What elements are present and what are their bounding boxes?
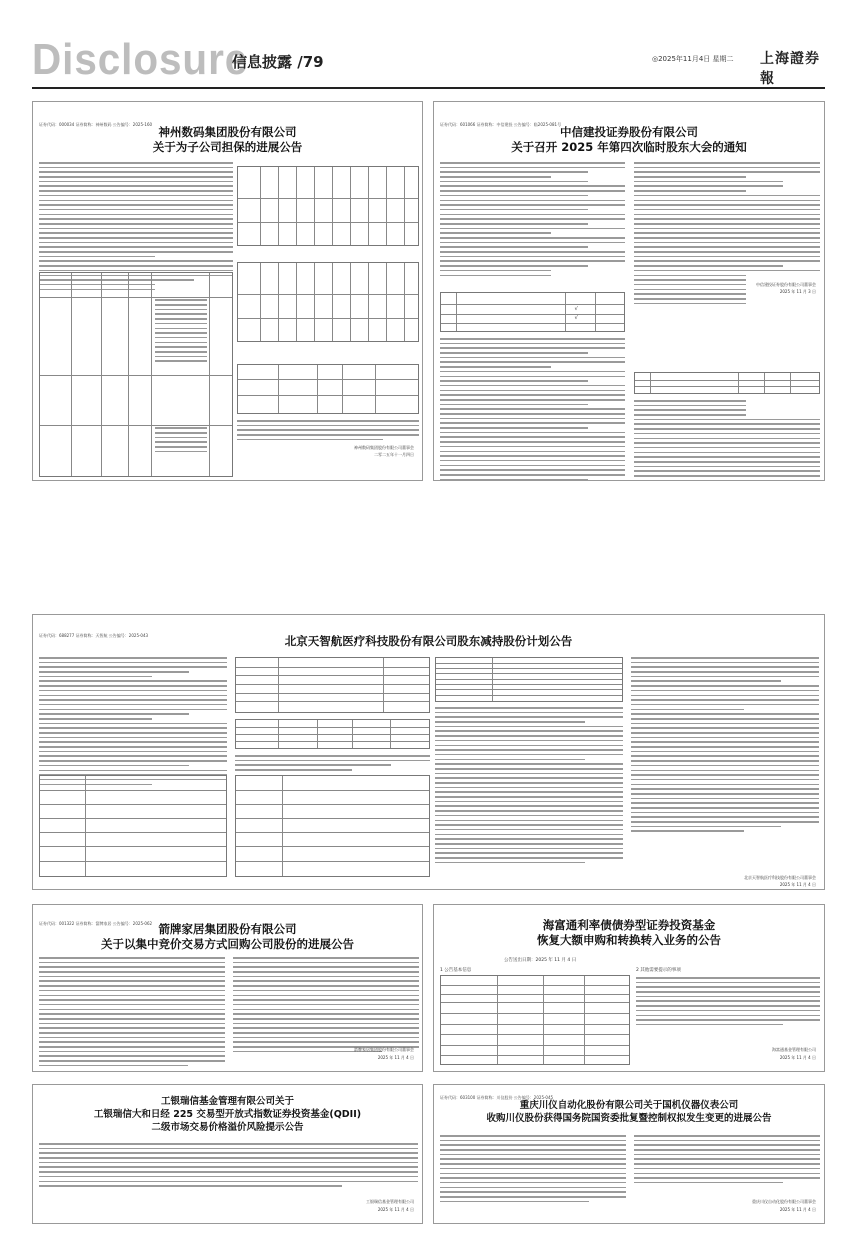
announcement-subtitle-2: 二级市场交易价格溢价风险提示公告 <box>151 1122 304 1133</box>
subsidiary-table-1 <box>237 166 419 246</box>
subsidiary-table-2 <box>237 262 419 342</box>
announcement-subtitle: 恢复大额申购和转换转入业务的公告 <box>537 933 721 947</box>
announcement-arrow-home <box>32 904 423 1072</box>
signature-company: 中信建投证券股份有限公司董事会 <box>756 282 816 287</box>
fund-info-table <box>440 975 630 1065</box>
body-text-col1 <box>39 657 227 788</box>
stock-code-line: 证券代码：601066 证券简称：中信建投 公告编号：临2025-081号 <box>440 122 562 127</box>
announcement-title: 北京天智航医疗科技股份有限公司股东减持股份计划公告 <box>284 634 573 648</box>
signature-date: 二零二五年十一月四日 <box>374 452 414 457</box>
body-text-col4 <box>631 657 819 835</box>
body-text <box>39 1143 418 1190</box>
section-heading-1: 1 公告基本信息 <box>440 968 472 973</box>
stock-code-line: 证券代码：000034 证券简称：神州数码 公告编号：2025-160 <box>39 122 153 127</box>
newspaper-brand: 上海證券報 <box>760 51 820 87</box>
announcement-title: 神州数码集团股份有限公司 <box>158 125 297 139</box>
signature-company: 工银瑞信基金管理有限公司 <box>366 1199 414 1204</box>
body-text-left <box>440 1135 626 1205</box>
signature-date: 2025 年 11 月 4 日 <box>377 1207 414 1212</box>
announcement-subtitle: 关于以集中竞价交易方式回购公司股份的进展公告 <box>101 937 354 951</box>
signature-company: 重庆川仪自动化股份有限公司董事会 <box>752 1199 816 1204</box>
announcement-title: 重庆川仪自动化股份有限公司关于国机仪器仪表公司 <box>519 1100 739 1111</box>
announcement-subtitle-1: 工银瑞信大和日经 225 交易型开放式指数证券投资基金(QDII) <box>93 1109 362 1120</box>
stock-code-line: 证券代码：603100 证券简称：川仪股份 公告编号：2025-045 <box>440 1095 554 1100</box>
masthead-rule <box>32 87 825 89</box>
signature-date: 2025 年 11 月 4 日 <box>779 1207 816 1212</box>
body-text-left <box>39 957 225 1070</box>
body-text-left-lower <box>440 338 625 481</box>
announcement-icbc-credit-suisse <box>32 1084 423 1224</box>
shareholder-table-2 <box>235 775 430 877</box>
holding-table <box>235 719 430 749</box>
signature-date: 2025 年 11 月 4 日 <box>779 882 816 887</box>
signature-company: 海富通基金管理有限公司 <box>772 1047 816 1052</box>
announcement-title: 工银瑞信基金管理有限公司关于 <box>160 1096 294 1107</box>
announcement-subtitle: 收购川仪股份获得国务院国资委批复暨控制权拟发生变更的进展公告 <box>486 1113 772 1124</box>
body-text-right-lower <box>634 400 820 481</box>
guarantee-table <box>39 272 233 477</box>
signature-date: 2025 年 11 月 4 日 <box>779 1055 816 1060</box>
body-text-col3 <box>435 707 623 866</box>
stock-code-line: 证券代码：688277 证券简称：天智航 公告编号：2025-043 <box>39 633 149 638</box>
signature-company: 北京天智航医疗科技股份有限公司董事会 <box>744 875 816 880</box>
body-text-right <box>237 420 419 443</box>
announcement-subtitle: 关于召开 2025 年第四次临时股东大会的通知 <box>511 140 747 154</box>
proposal-table: √ √ <box>440 292 625 332</box>
announcement-title: 中信建投证券股份有限公司 <box>560 125 698 139</box>
announcement-digital-china <box>32 101 423 481</box>
announcement-hft-fund <box>433 904 825 1072</box>
signature-date: 2025 年 11 月 4 日 <box>377 1055 414 1060</box>
signature-company: 箭牌家居集团股份有限公司董事会 <box>354 1047 414 1052</box>
announcement-subtitle: 关于为子公司担保的进展公告 <box>152 140 303 154</box>
announcement-title: 箭牌家居集团股份有限公司 <box>158 922 297 936</box>
issue-date: ◎2025年11月4日 星期二 <box>652 55 734 63</box>
announcement-sichuan-instrument <box>433 1084 825 1224</box>
masthead <box>32 35 825 87</box>
reduction-plan-table <box>235 657 430 713</box>
section-title: 信息披露 /79 <box>232 53 324 71</box>
body-text-left <box>440 162 625 279</box>
announcement-csc-securities <box>433 101 825 481</box>
body-text-col2 <box>235 755 430 774</box>
body-text-right <box>634 1135 820 1187</box>
guarantee-contract-table <box>237 364 419 414</box>
body-text-right <box>636 977 820 1029</box>
announcement-title: 海富通利率债债券型证券投资基金 <box>542 918 716 932</box>
release-date: 公告送出日期：2025 年 11 月 4 日 <box>504 958 577 963</box>
signature-company: 神州数码集团股份有限公司董事会 <box>354 445 414 450</box>
disclosure-logo: Disclosure <box>32 35 249 84</box>
signature-date: 2025 年 11 月 3 日 <box>779 289 816 294</box>
announcement-tinavi <box>32 614 825 890</box>
section-heading-2: 2 其他需要提示的事项 <box>636 968 681 973</box>
detail-table <box>435 657 623 702</box>
stock-code-line: 证券代码：001322 证券简称：箭牌家居 公告编号：2025-062 <box>39 921 153 926</box>
body-text-right <box>233 957 419 1055</box>
proxy-form-table <box>634 372 820 394</box>
shareholder-table-1 <box>39 775 227 877</box>
